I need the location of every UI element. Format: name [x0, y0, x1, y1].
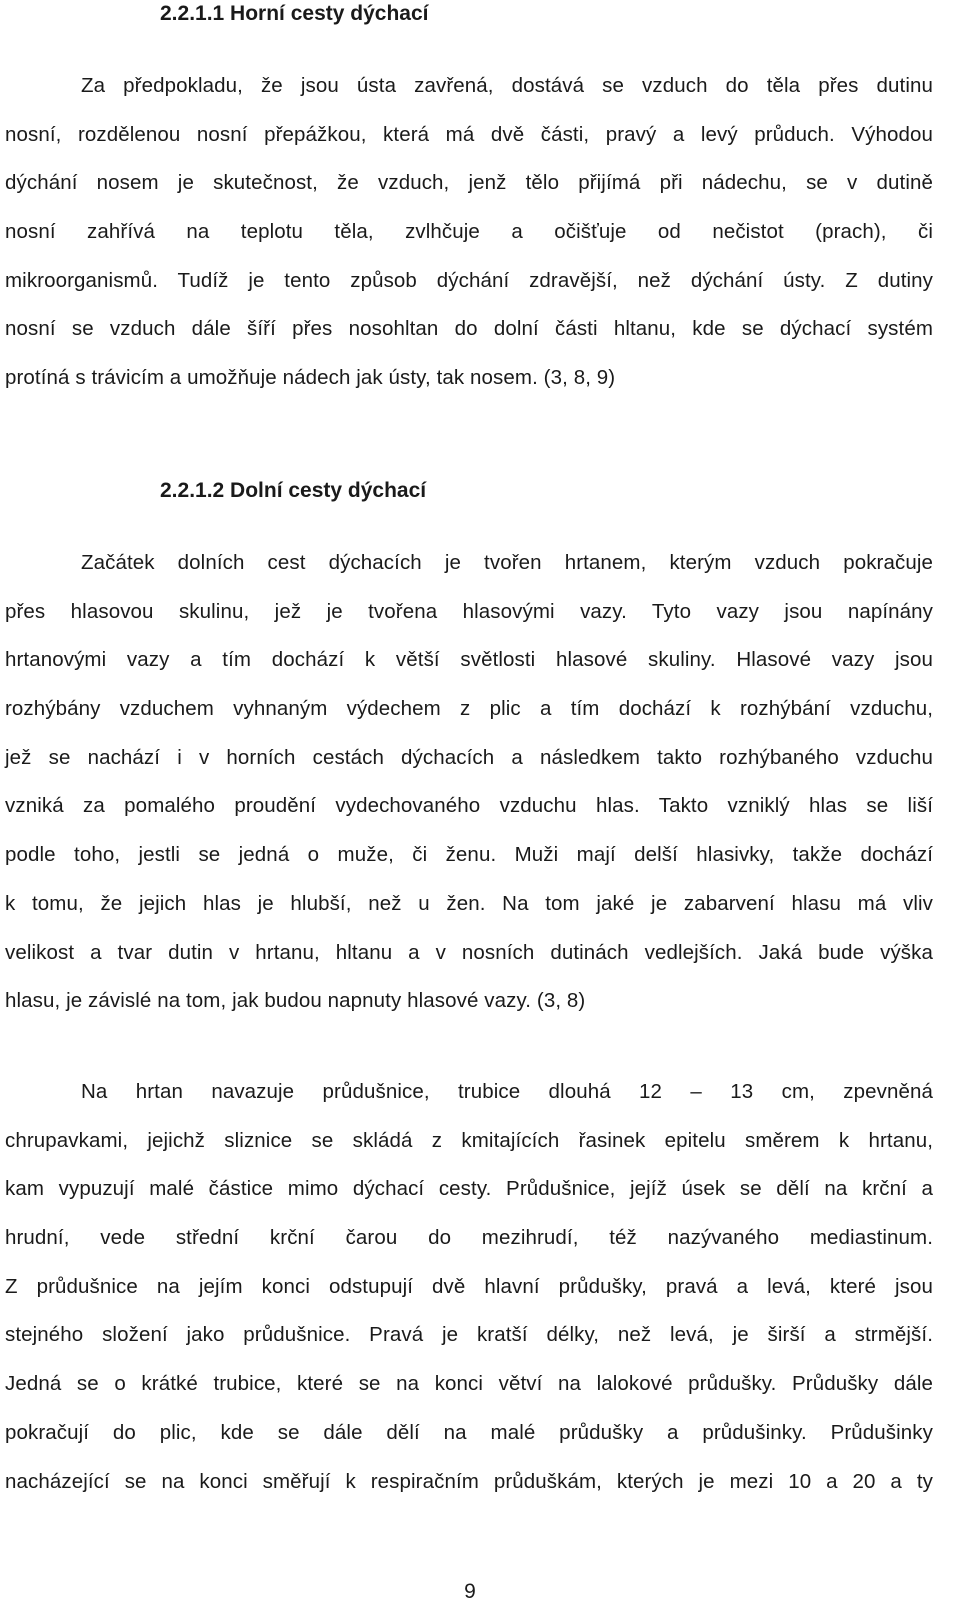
text-line: Z průdušnice na jejím konci odstupují dvě hlavní průdušky, pravá a levá, které jsou [5, 1274, 933, 1298]
text-line: mikroorganismů. Tudíž je tento způsob dýchání zdravější, než dýchání ústy. Z dutiny [5, 268, 933, 292]
text-line: Jedná se o krátké trubice, které se na konci větví na lalokové průdušky. Průdušky dále [5, 1372, 933, 1396]
text-line: jež se nachází i v horních cestách dýchacích a následkem takto rozhýbaného vzduchu [5, 745, 933, 769]
text-line: hrudní, vede střední krční čarou do mezihrudí, též nazývaného mediastinum. [5, 1226, 933, 1250]
text-line: nosní zahřívá na teplotu těla, zvlhčuje a očišťuje od nečistot (prach), či [5, 220, 933, 244]
text-line: Za předpokladu, že jsou ústa zavřená, dostává se vzduch do těla přes dutinu [81, 74, 933, 97]
text-line: podle toho, jestli se jedná o muže, či ženu. Muži mají delší hlasivky, takže dochází [5, 843, 933, 867]
text-line: nosní, rozdělenou nosní přepážkou, která má dvě části, pravý a levý průduch. Výhodou [5, 122, 933, 146]
paragraph-upper-airways [5, 62, 933, 403]
text-line: pokračují do plic, kde se dále dělí na malé průdušky a průdušinky. Průdušinky [5, 1420, 933, 1444]
text-line: Začátek dolních cest dýchacích je tvořen hrtanem, kterým vzduch pokračuje [81, 551, 933, 574]
text-line: přes hlasovou skulinu, jež je tvořena hlasovými vazy. Tyto vazy jsou napínány [5, 599, 933, 623]
text-line: stejného složení jako průdušnice. Pravá je kratší délky, než levá, je širší a strmější. [5, 1323, 933, 1347]
text-line: vzniká za pomalého proudění vydechovaného vzduchu hlas. Takto vzniklý hlas se liší [5, 794, 933, 818]
text-line: rozhýbány vzduchem vyhnaným výdechem z plic a tím dochází k rozhýbání vzduchu, [5, 697, 933, 721]
page-number: 9 [464, 1580, 476, 1603]
text-line: chrupavkami, jejichž sliznice se skládá z kmitajících řasinek epitelu směrem k hrtanu, [5, 1128, 933, 1152]
text-line: nosní se vzduch dále šíří přes nosohltan do dolní části hltanu, kde se dýchací systém [5, 317, 933, 341]
section-heading-lower-airways: 2.2.1.2 Dolní cesty dýchací [160, 479, 427, 502]
text-line: k tomu, že jejich hlas je hlubší, než u žen. Na tom jaké je zabarvení hlasu má vliv [5, 891, 933, 915]
text-line: kam vypuzují malé částice mimo dýchací cesty. Průdušnice, jejíž úsek se dělí na krční a [5, 1177, 933, 1201]
text-line: nacházející se na konci směřují k respiračním průduškám, kterých je mezi 10 a 20 a ty [5, 1469, 933, 1493]
paragraph-trachea [5, 1068, 933, 1506]
paragraph-lower-airways [5, 539, 933, 1026]
text-line: hlasu, je závislé na tom, jak budou napnuty hlasové vazy. (3, 8) [5, 989, 586, 1013]
text-line: Na hrtan navazuje průdušnice, trubice dlouhá 12 – 13 cm, zpevněná [81, 1080, 933, 1103]
text-line: dýchání nosem je skutečnost, že vzduch, jenž tělo přijímá při nádechu, se v dutině [5, 171, 933, 195]
text-line: velikost a tvar dutin v hrtanu, hltanu a v nosních dutinách vedlejších. Jaká bude výška [5, 940, 933, 964]
section-heading-upper-airways: 2.2.1.1 Horní cesty dýchací [160, 2, 429, 25]
text-line: protíná s trávicím a umožňuje nádech jak ústy, tak nosem. (3, 8, 9) [5, 366, 616, 390]
text-line: hrtanovými vazy a tím dochází k větší světlosti hlasové skuliny. Hlasové vazy jsou [5, 648, 933, 672]
